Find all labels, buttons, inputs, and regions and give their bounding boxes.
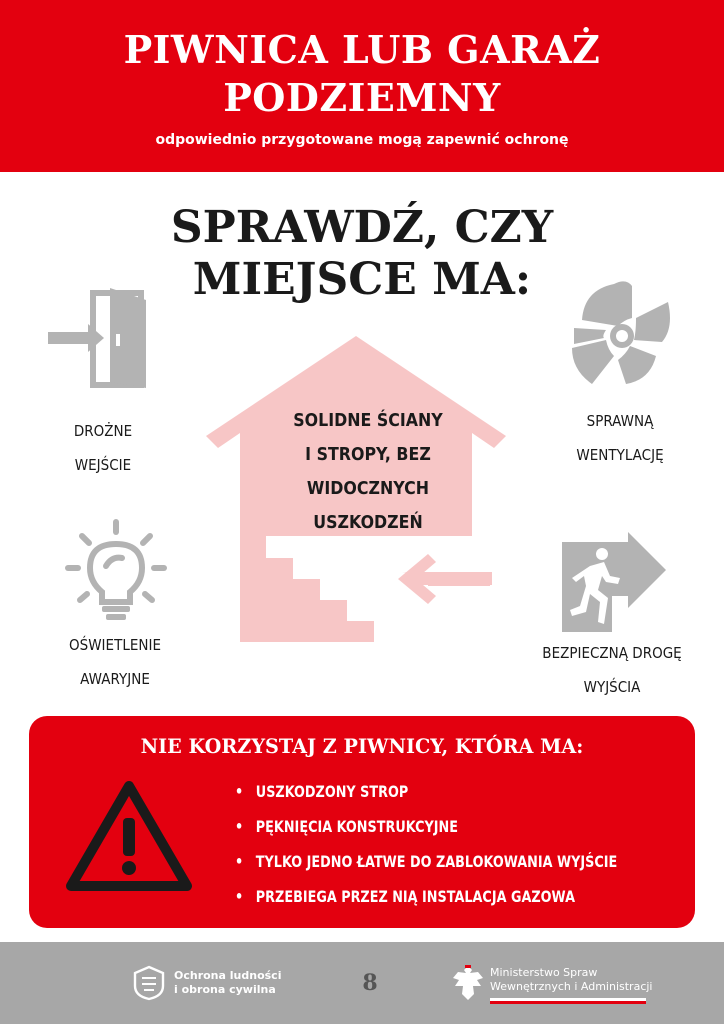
page-title-line2: PODZIEMNY — [223, 75, 501, 120]
warning-box — [29, 716, 695, 928]
footer — [0, 942, 724, 1024]
list-item: • USZKODZONY STROP — [235, 774, 617, 809]
list-item: • PRZEBIEGA PRZEZ NIĄ INSTALACJA GAZOWA — [235, 879, 617, 914]
list-item: • TYLKO JEDNO ŁATWE DO ZABLOKOWANIA WYJŚCIE — [235, 844, 617, 879]
check-heading-line1: SPRAWDŹ, CZY — [170, 202, 554, 253]
ministry-name: Ministerstwo Spraw Wewnętrznych i Administracji — [490, 966, 653, 993]
exit-label: BEZPIECZNĄ DROGĘ WYJŚCIA — [542, 644, 682, 696]
lightbulb-icon — [66, 520, 166, 624]
warning-triangle-icon — [63, 778, 195, 894]
warning-list — [235, 774, 713, 914]
entrance-label: DROŻNE WEJŚCIE — [73, 422, 133, 474]
walls-label: SOLIDNE ŚCIANY I STROPY, BEZ WIDOCZNYCH USZKODZEŃ — [293, 410, 443, 533]
ventilation-label: SPRAWNĄ WENTYLACJĘ — [576, 412, 664, 464]
page-title-line1: PIWNICA LUB GARAŻ — [123, 27, 601, 72]
door-entry-icon — [48, 288, 148, 388]
check-heading-line2: MIEJSCE MA: — [192, 254, 532, 305]
white-eagle-emblem-icon — [452, 964, 484, 1002]
page-number: 8 — [362, 970, 378, 996]
org-name: Ochrona ludności i obrona cywilna — [174, 969, 282, 996]
list-item: • PĘKNIĘCIA KONSTRUKCYJNE — [235, 809, 617, 844]
page-subtitle: odpowiednio przygotowane mogą zapewnić ochronę — [155, 132, 569, 148]
fan-icon — [570, 280, 674, 388]
header-banner — [0, 0, 724, 172]
warning-title: NIE KORZYSTAJ Z PIWNICY, KTÓRA MA: — [140, 734, 584, 758]
lighting-label: OŚWIETLENIE AWARYJNE — [69, 636, 161, 688]
emergency-exit-icon — [562, 532, 666, 632]
civil-protection-logo-icon — [134, 966, 164, 1000]
polish-flag-stripe — [490, 998, 646, 1001]
